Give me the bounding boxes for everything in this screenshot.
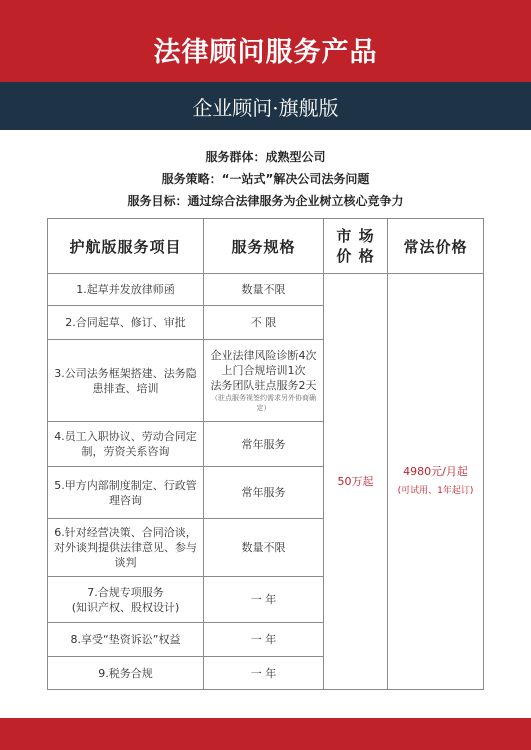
table-header-row: [48, 219, 484, 274]
market-price: 50万起: [324, 274, 388, 690]
row-item: 2.合同起草、修订、审批: [48, 306, 204, 340]
service-table: [47, 218, 484, 690]
table-row: [48, 274, 484, 306]
header-spec: 服务规格: [204, 219, 324, 274]
service-strategy: 服务策略：“一站式”解决公司法务问题: [161, 172, 370, 186]
row-spec-cell: [204, 340, 324, 422]
row-spec: 常年服务: [204, 467, 324, 519]
row-item: 6.针对经营决策、合同洽谈，对外谈判提供法律意见、参与谈判: [48, 519, 204, 577]
row-item: 9.税务合规: [48, 657, 204, 690]
row-spec: 一 年: [204, 577, 324, 623]
row-item: 4.员工入职协议、劳动合同定制，劳资关系咨询: [48, 422, 204, 467]
service-goal: 服务目标：通过综合法律服务为企业树立核心竞争力: [127, 194, 404, 208]
row-spec: 数量不限: [204, 274, 324, 306]
row-spec-note: （驻点服务视签约需求另外协商确定）: [211, 394, 316, 412]
regular-price: 4980元/月起: [403, 465, 468, 478]
row-spec: 常年服务: [204, 422, 324, 467]
row-spec: 一 年: [204, 623, 324, 657]
row-item: 3.公司法务框架搭建、法务隐患排查、培训: [48, 340, 204, 422]
regular-price-note: (可试用、1年起订): [397, 486, 474, 496]
row-item: 7.合规专项服务 (知识产权、股权设计): [48, 577, 204, 623]
row-item: 8.享受“垫资诉讼”权益: [48, 623, 204, 657]
row-item: 1.起草并发放律师函: [48, 274, 204, 306]
footer-red-band: [0, 718, 531, 750]
row-spec: 数量不限: [204, 519, 324, 577]
row-spec: 企业法律风险诊断4次 上门合规培训1次 法务团队驻点服务2天: [210, 349, 317, 392]
service-group: 服务群体：成熟型公司: [205, 150, 326, 164]
regular-price-cell: [388, 274, 484, 690]
row-spec: 不 限: [204, 306, 324, 340]
row-spec: 一 年: [204, 657, 324, 690]
page-title: 法律顾问服务产品: [153, 37, 378, 68]
header-item: 护航版服务项目: [48, 219, 204, 274]
page-subtitle: 企业顾问·旗舰版: [192, 96, 339, 120]
row-item: 5.甲方内部制度制定、行政管理咨询: [48, 467, 204, 519]
header-market-price: 市 场 价 格: [324, 219, 388, 274]
header-regular-price: 常法价格: [388, 219, 484, 274]
